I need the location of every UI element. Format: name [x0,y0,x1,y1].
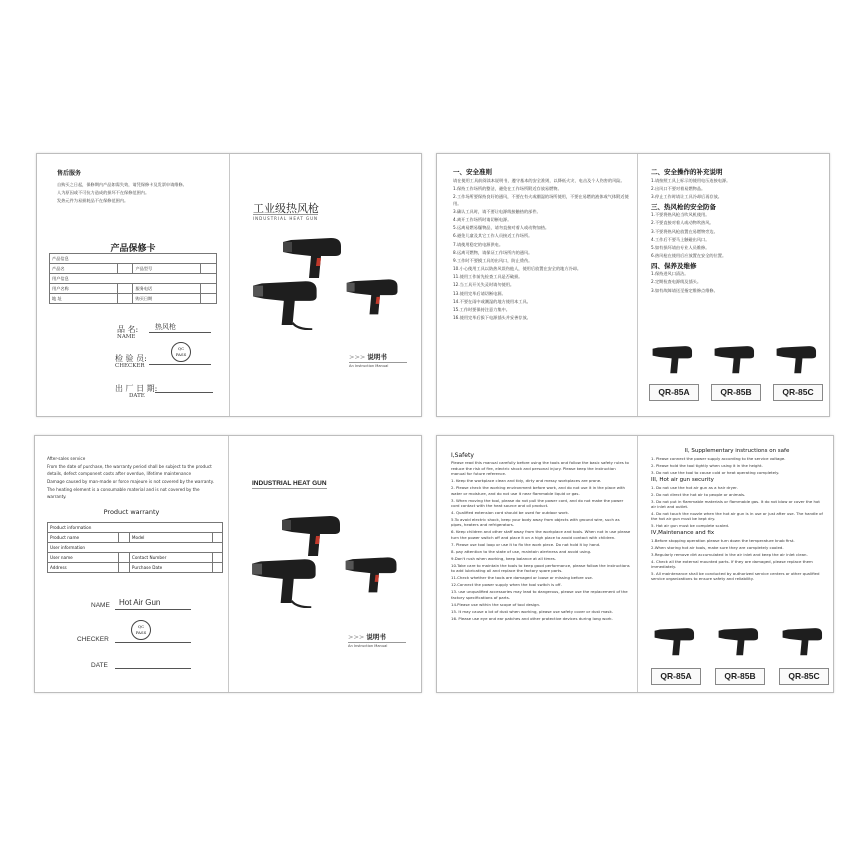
en-manual-sub: An Instruction Manual [348,642,406,648]
en-rule: 2. Do not direct the hot air to people or animals. [651,492,746,497]
en-section1-heading: I,Safety [451,452,474,459]
cn-warranty-note: 人为原因或不可抗力造成的损坏不在保修范围内。 [57,190,150,196]
en-name-line [115,609,191,610]
cn-checker-line [149,364,211,365]
cn-rule: 11.使用工作前先检查工具是否破损。 [453,274,523,280]
en-manual-right-page [637,436,833,692]
cn-section4-heading: 四、保养及维修 [651,261,697,270]
cn-rule: 7.请使用稳定的电源供电。 [453,241,504,247]
en-rule: 13. use unqualified accessories may lead to dangerous, please use the replacement of the factory specifications of parts. [451,589,628,600]
en-rule: 1. Please connect the power supply according to the service voltage. [651,456,786,462]
qc-pass-seal: QC PASS [171,342,191,362]
cn-section2-heading: 二、安全操作的补充说明 [651,168,723,176]
en-rule: 5.To avoid electric shock, keep your body away from objects with ground wire, such as pipes, heaters and refrigerators. [451,517,620,528]
cn-warranty-notes [57,182,222,207]
en-rule: 6. Keep children and other staff away from the workplace and tools. When not in use please turn the power switch off and place it on a high place to avoid contact with children. [451,529,631,540]
cn-manual-sub: An Instruction Manual [349,362,407,368]
cn-rule: 8.远离可燃物，请保证工作场所内的通风。 [453,249,533,255]
en-warranty-note: The heating element is a consumable material and is not covered by the warranty. [47,487,200,499]
en-manual-left-text [451,450,631,623]
heat-gun-icon [251,274,321,330]
en-manual-mark: >>> 说明书 [348,633,386,641]
heat-gun-icon [775,342,819,376]
heat-gun-icon [713,342,757,376]
spread-cn-warranty-cover [36,153,422,417]
heat-gun-icon [781,624,825,658]
cn-rule: 2.定期检查电源线及插头。 [651,279,702,285]
model-label: QR-85B [711,384,761,401]
heat-gun-icon [653,624,697,658]
en-rule: 15. It may cause a lot of dust when working, please use safety cover or dust mask. [451,608,613,614]
en-rule: 16. Please use eye and ear patches and other protective devices during long work. [451,615,613,621]
en-rule: 3. Do not use the tool to cause cold or heat operating completely. [651,469,780,475]
en-name-label: NAME [91,602,110,609]
spread-en-warranty-cover [34,435,422,693]
en-rule: 1. Keep the workplace clean and tidy, dirty and messy workplaces are prone. [451,478,602,484]
spread-cn-manual [436,153,830,417]
model-label: QR-85A [649,384,699,401]
cn-cover-subtitle: INDUSTRIAL HEAT GUN [253,216,319,221]
cn-label-product-name: 产品名 [50,264,118,274]
cn-warranty-note: 自购买之日起，保修期内产品如需失效，请凭保修卡及发票申请维修。 [57,182,187,187]
en-rule: 2.When storing hot air tools, make sure they are completely cooled. [651,545,784,550]
cn-rule: 6.热风枪在使用后应放置在安全的位置。 [651,253,727,259]
cn-rule: 3.确认工具时，请不要让电源线接触热的部件。 [453,208,541,214]
en-checker-label: CHECKER [77,636,109,643]
en-rule: 4. Check all the external mounted parts. If they are damaged, please replace them immediately. [651,558,813,569]
cn-rule: 5.如有损坏请由专业人员维修。 [651,244,710,250]
cn-rule: 9.工作时不要摸工具的出风口，防止烫伤。 [453,257,533,263]
en-rule: 5. All maintenance shall be conducted by authorized service centers or other qualified service organizations to ensure safety and reliability. [651,570,820,581]
en-warranty-note: From the date of purchase, the warranty period shall be subject to the product details, defect component costs after overdue, lifetime maintenance [47,464,212,476]
en-rule: 2. Please check the working environment before work, and do not use it in the place with water or moisture, and do not use it near flammable liquid or gas. [451,485,625,496]
en-label-user-name: User name [48,553,119,563]
cn-rule: 2.出风口不要对着易燃物品。 [651,185,706,191]
cn-rule: 14.不要在雨中或潮湿的地方使用本工具。 [453,298,531,304]
en-rule: 1.Before stopping operation please turn down the temperature knob first. [651,538,795,544]
en-warranty-page [35,436,229,692]
en-rule: 4. Qualified extension cord should be used for outdoor work. [451,510,570,516]
model-label: QR-85C [773,384,823,401]
cn-rule: 10.小心使用工具以防热风误伤他人，使用后放置在安全的地方冷却。 [453,266,582,272]
cn-label-model: 产品型号 [133,264,201,274]
cn-rule: 12.当工具开关失灵时请勿使用。 [453,282,515,288]
cn-label-user-name: 用户名称 [50,284,118,294]
en-rule: 11.Check whether the tools are damaged or loose or missing before use. [451,575,594,581]
cn-rule: 2.工作场所要保持良好的通风，不要在有火或潮湿的场所使用，不要在易燃的液体或气体附近使用。 [453,193,629,206]
en-warranty-heading: After-sales service [47,456,86,461]
en-rule: 2. Please hold the tool tightly when using it in the height. [651,463,763,468]
cn-manual-left-page [437,154,638,416]
heat-gun-icon [250,552,320,608]
cn-label-date: 购买日期 [133,294,201,304]
cn-rule: 5.远离易燃易爆物品，请勿直接对着人或动物加热。 [453,225,550,231]
cn-date-label: 出 厂 日 期: [115,384,158,393]
en-date-line [115,668,191,669]
spread-en-manual [436,435,834,693]
cn-rule: 16.使用完毕后拔下电源插头并妥善存放。 [453,315,531,321]
cn-checker-en: CHECKER [115,363,145,369]
heat-gun-icon [717,624,761,658]
heat-gun-icon [344,550,400,598]
cn-cover-title: 工业级热风枪 [253,202,319,215]
en-rule: 9.Don't rush when working, keep balance at all times. [451,555,556,561]
en-rule: 4. Do not touch the nozzle when the hot air gun is in use or just after use. The handle of the hot air gun must be kept dry. [651,510,823,521]
cn-name-en: NAME [117,334,136,340]
cn-section1-heading: 一、安全准则 [453,168,492,176]
model-label: QR-85C [779,668,829,685]
en-rule: 8. pay attention to the state of use, maintain alertness and avoid using. [451,548,592,554]
cn-rule: 1.不要将热风枪当吹风机使用。 [651,212,710,218]
cn-cover-page [229,154,421,416]
heat-gun-icon [345,272,401,320]
cn-name-label: 品 名: [117,325,139,334]
en-warranty-table [47,522,223,573]
cn-name-line [149,332,211,333]
cn-card-title: 产品保修卡 [110,244,156,254]
en-rule: 7. Please use tool loop or use it to fix the work piece. Do not hold it by hand. [451,541,601,547]
en-label-product-name: Product name [48,533,119,543]
cn-rule: 4.工作后不要马上触碰出风口。 [651,236,710,242]
en-section3-heading: III, Hot air gun security [651,477,714,483]
cn-rule: 3.不要将热风枪放置在易燃物旁边。 [651,228,718,234]
en-rule: Please read this manual carefully before using the tools and follow the basic safety rules to reduce the risk of fire, electric shock and personal injury. Please keep the instruction manual for future reference. [451,460,629,477]
cn-rule: 4.离开工作场所时请切断电源。 [453,216,512,222]
en-manual-left-page [437,436,638,692]
en-warranty-note: Damage caused by man-made or force majeure is not covered by the warranty. [47,478,214,484]
en-section2-heading: II, Supplementary instructions on safe [684,448,790,454]
cn-rule: 1.保持工作场所的整洁，避免在工作场所附近存放易燃物。 [453,185,562,191]
en-rule: 5. Hot air gun must be complete scaled. [651,522,730,528]
cn-checker-label: 检 验 员: [115,354,147,363]
cn-rule: 3.如有故障请送至指定维修点维修。 [651,287,718,293]
cn-section-user: 用户信息 [50,274,217,284]
en-rule: 1. Do not use the hot air gun as a hair dryer. [651,485,738,491]
cn-warranty-note: 发热元件为易损耗品不在保修范围内。 [57,198,129,204]
cn-label-phone: 服务电话 [133,284,201,294]
cn-rule: 1.请按照工具上标示的使用电压连接电源。 [651,177,731,183]
en-cover-title: INDUSTRIAL HEAT GUN [252,480,327,487]
cn-manual-right-page [637,154,829,416]
model-label: QR-85A [651,668,701,685]
en-warranty-notes [47,456,219,502]
cn-date-line [155,392,213,393]
cn-manual-left-text [453,166,631,323]
cn-rule: 1.保持进风口清洁。 [651,271,689,277]
en-rule: 14.Please use within the scope of tool design. [451,601,541,607]
en-label-address: Address [48,563,119,573]
cn-rule: 请在使用工具前阅读本说明书，遵守基本的安全准则，以降低火灾、电击及个人伤害的风险。 [453,177,625,183]
cn-rule: 3.停止工作时请让工具冷却后再存放。 [651,193,722,199]
cn-rule: 13.使用完毕后请切断电源。 [453,290,506,296]
cn-warranty-table [49,253,217,304]
en-name-value: Hot Air Gun [119,598,161,607]
en-label-date: Purchase Date [129,563,212,573]
en-label-contact: Contact Number [129,553,212,563]
en-rule: 3.Regularly remove dirt accumulated in the air inlet and keep the air inlet clean. [651,551,808,557]
cn-warranty-page [37,154,230,416]
en-card-title: Product warranty [103,508,160,516]
cn-warranty-heading: 售后服务 [57,170,82,177]
cn-section3-heading: 三、热风枪的安全防备 [651,202,716,211]
en-rule: 3. Do not put in flammable materials or flammable gas. It do not blow or cover the hot air inlet and outlet. [651,498,820,509]
heat-gun-icon [651,342,695,376]
cn-name-value: 热风枪 [155,323,176,331]
en-section-product: Product information [48,523,223,533]
cn-manual-right-text [651,166,823,296]
cn-section-product: 产品信息 [50,254,217,264]
en-checker-line [115,642,191,643]
cn-manual-mark: >>> 说明书 [349,353,387,361]
en-rule: 3. When moving the tool, please do not pull the power cord, and do not make the power cord contact with the heat source and oil product. [451,497,624,509]
en-date-label: DATE [91,662,108,669]
qc-pass-seal: QC PASS [131,620,151,640]
model-label: QR-85B [715,668,765,685]
en-rule: 12.Connect the power supply when the tool switch is off. [451,582,562,588]
en-label-model: Model [129,533,212,543]
en-cover-page [228,436,421,692]
en-rule: 10.Take care to maintain the tools to keep good performance, please follow the instructions to add lubricating oil and replace the factory spare parts. [451,562,630,574]
cn-date-en: DATE [129,393,145,399]
cn-rule: 15.工作时要保持注意力集中。 [453,307,510,312]
cn-label-address: 地 址 [50,294,118,304]
cn-rule: 6.避免儿童及其它工作人员接近工作场所。 [453,233,533,239]
en-section-user: User information [48,543,223,553]
en-manual-right-text [651,446,823,583]
en-section4-heading: IV,Maintenance and fix [651,530,715,536]
cn-rule: 2.不要直接对着人或动物吹热风。 [651,220,714,226]
